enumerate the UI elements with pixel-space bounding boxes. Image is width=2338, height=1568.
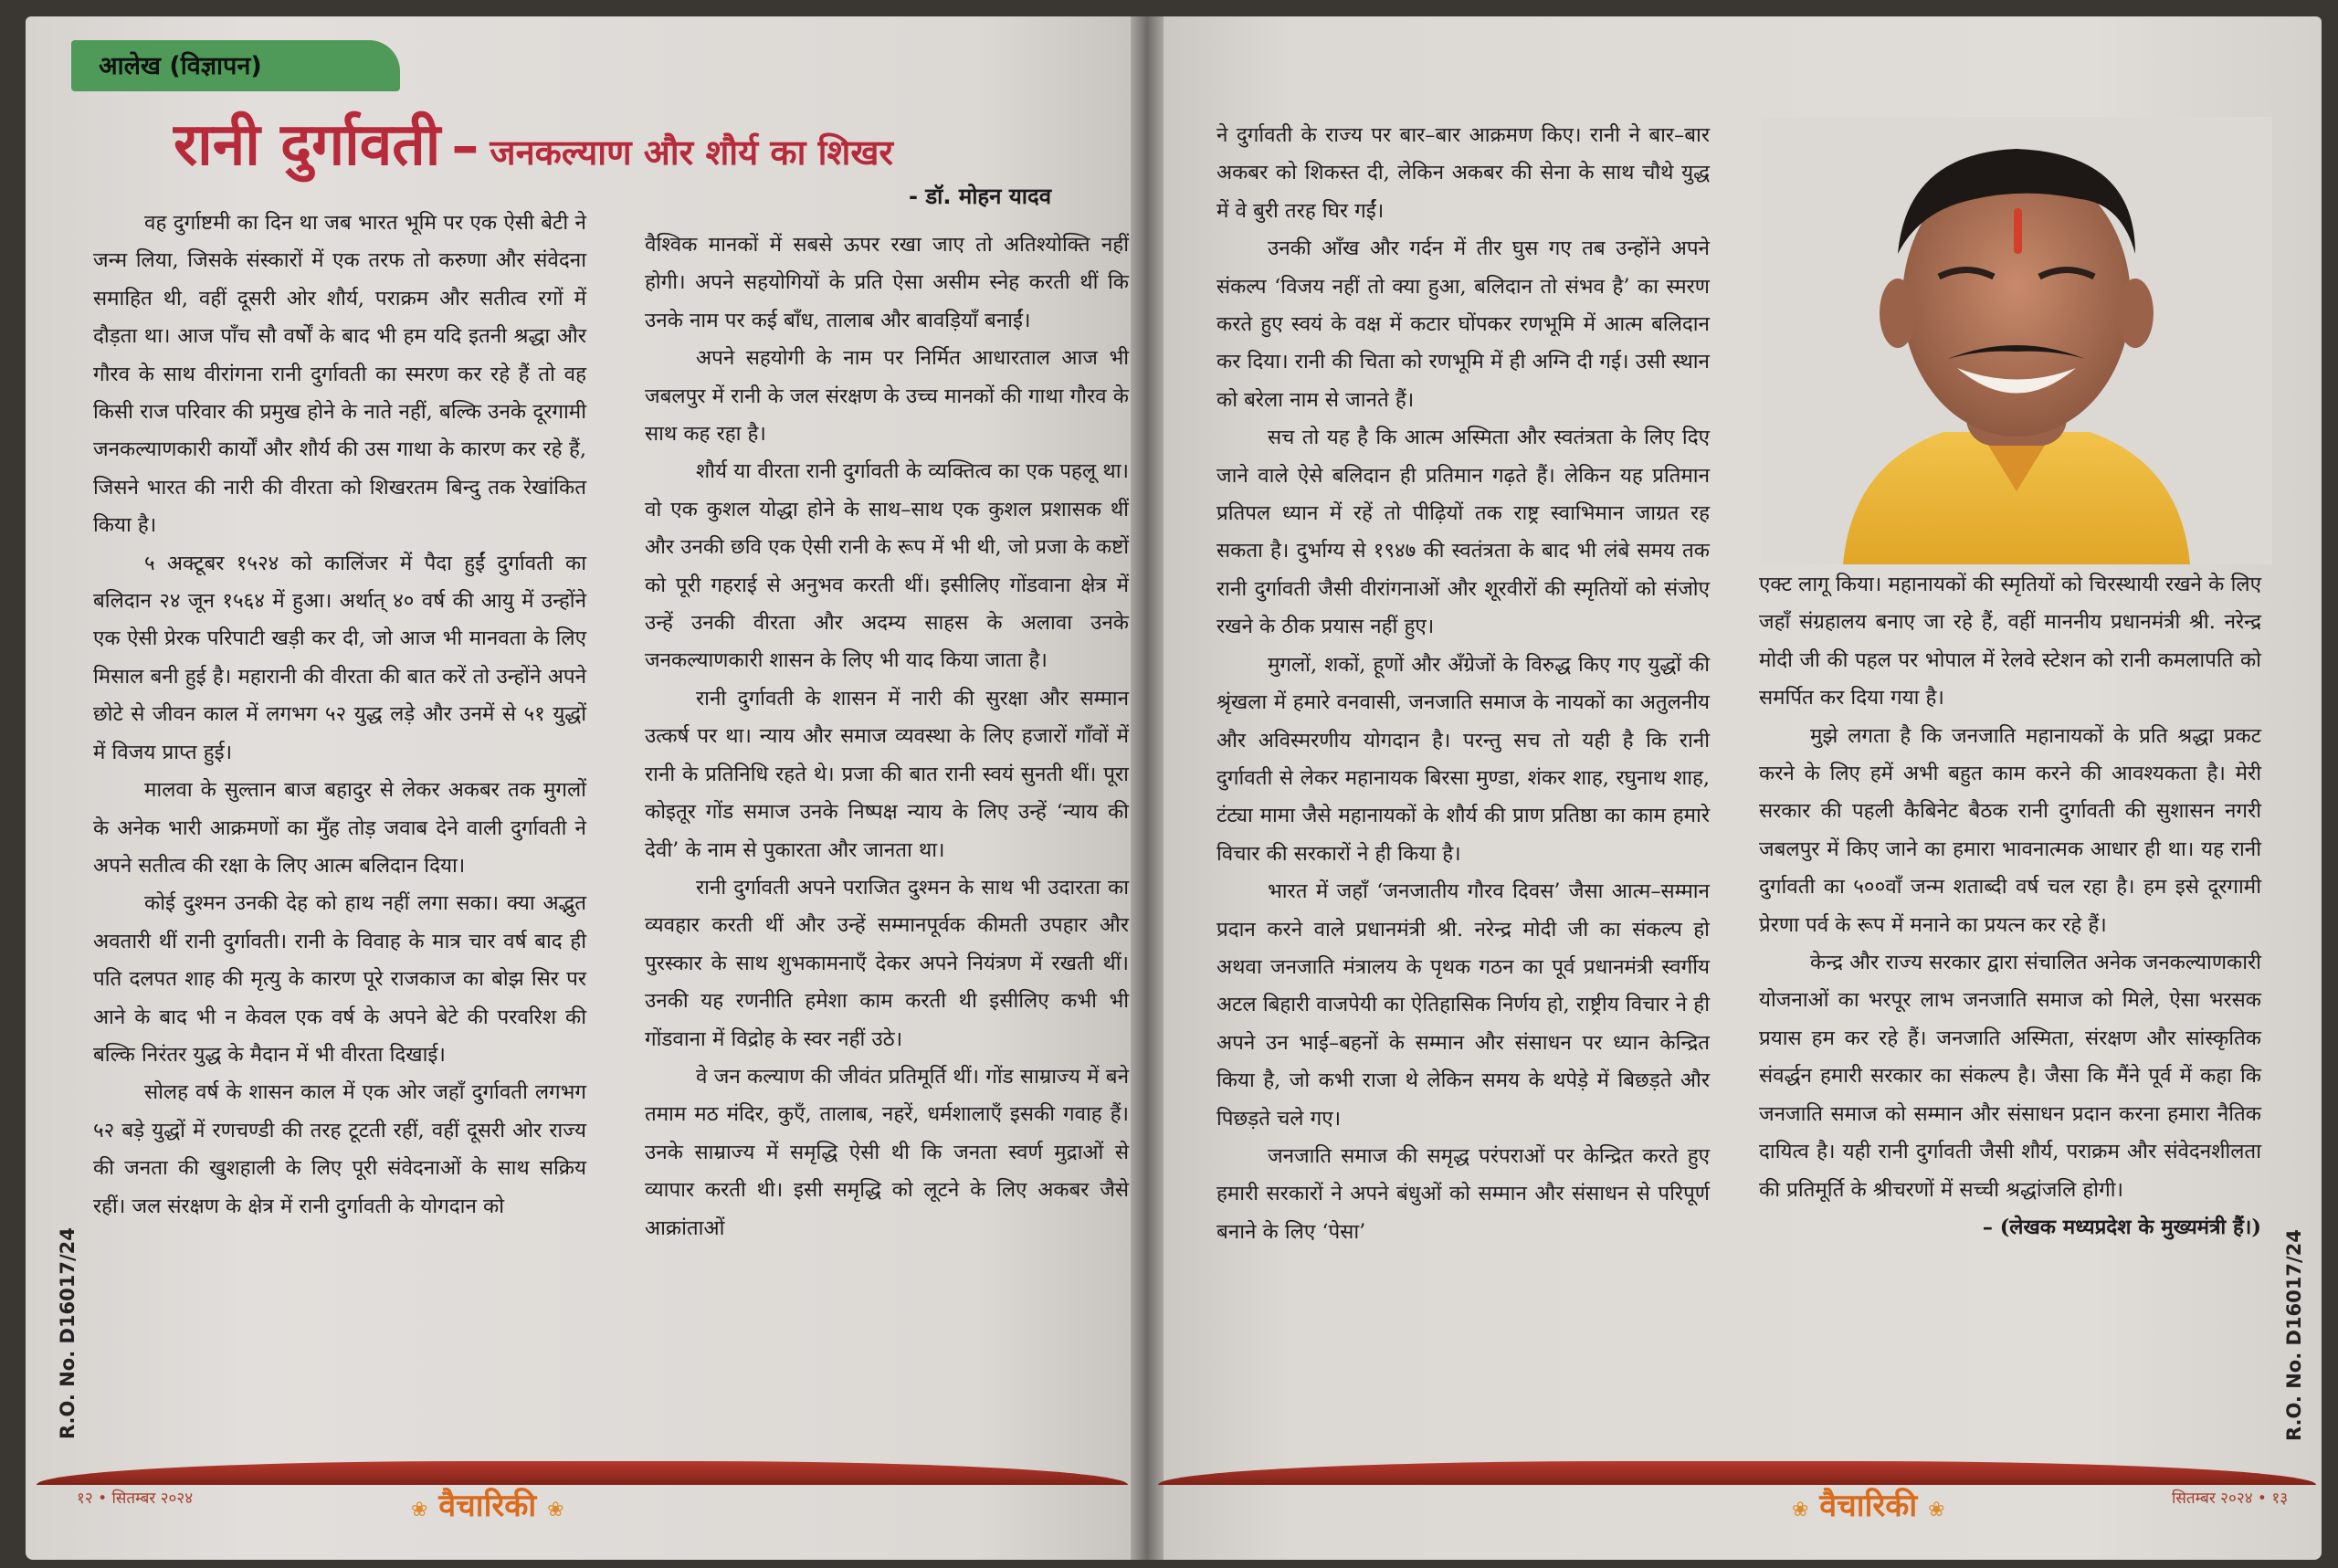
paragraph: शौर्य या वीरता रानी दुर्गावती के व्यक्तित्व का एक पहलू था। वो एक कुशल योद्धा होने के साथ–साथ एक कुशल प्रशासक थीं और उनकी छवि एक ऐसी रानी के रूप में भी थी, जो प्रजा के कष्टों को पूरी गहराई से अनुभव करती थीं। इसीलिए गोंडवाना क्षेत्र में उन्हें उनकी वीरता और अदम्य साहस के अलावा उनके जनकल्याणकारी शासन के लिए भी याद किया जाता है।	[645, 459, 1129, 673]
magazine-spine	[1131, 16, 1164, 1560]
magazine-logo-right	[1792, 1483, 1945, 1525]
flower-icon: ❀	[411, 1499, 428, 1521]
paragraph: केन्द्र और राज्य सरकार द्वारा संचालित अनेक जनकल्याणकारी योजनाओं का भरपूर लाभ जनजाति समाज को मिले, ऐसा भरसक प्रयास हम कर रहे हैं। जनजाति अस्मिता, संरक्षण और सांस्कृतिक संवर्द्धन हमारी सरकार का संकल्प है। जैसा कि मैंने पूर्व में कहा कि जनजाति समाज को सम्मान और संसाधन प्रदान करना हमारा नैतिक दायित्व है। यही रानी दुर्गावती जैसी शौर्य, पराक्रम और संवेदनशीलता की प्रतिमूर्ति के श्रीचरणों में सच्ची श्रद्धांजलि होगी।	[1759, 951, 2261, 1202]
ro-number-right: R.O. No. D16017/24	[2283, 1229, 2305, 1441]
paragraph: वैश्विक मानकों में सबसे ऊपर रखा जाए तो अतिश्योक्ति नहीं होगी। अपने सहयोगियों के प्रति ऐसा असीम स्नेह करती थीं कि उनके नाम पर कई बाँध, तालाब और बावड़ियाँ बनाईं।	[645, 233, 1129, 332]
article-column-1	[93, 205, 586, 1226]
flower-icon: ❀	[1928, 1499, 1945, 1521]
article-column-2	[645, 226, 1129, 1247]
paragraph: मुगलों, शकों, हूणों और अँग्रेजों के विरुद्ध किए गए युद्धों की श्रृंखला में हमारे वनवासी, जनजाति समाज के नायकों का अतुलनीय और अविस्मरणीय योगदान है। परन्तु सच तो यही है कि रानी दुर्गावती से लेकर महानायक बिरसा मुण्डा, शंकर शाह, रघुनाथ शाह, टंट्या मामा जैसे महानायकों के शौर्य की प्राण प्रतिष्ठा का काम हमारे विचार की सरकारों ने ही किया है।	[1216, 652, 1710, 866]
headline-dash: –	[451, 114, 479, 178]
page-number-left: १२ • सितम्बर २०२४	[77, 1489, 194, 1508]
paragraph: अपने सहयोगी के नाम पर निर्मित आधारताल आज भी जबलपुर में रानी के जल संरक्षण के उच्च मानकों की गाथा गौरव के साथ कह रहा है।	[645, 346, 1129, 447]
paragraph: रानी दुर्गावती के शासन में नारी की सुरक्षा और सम्मान उत्कर्ष पर था। न्याय और समाज व्यवस्था के लिए हजारों गाँवों में रानी के प्रतिनिधि रहते थे। प्रजा की बात रानी स्वयं सुनती थीं। पूरा कोइतूर गोंड समाज उनके निष्पक्ष न्याय के लिए उन्हें ‘न्याय की देवी’ के नाम से पुकारता और जानता था।	[645, 686, 1129, 862]
headline	[174, 102, 1132, 182]
headline-main: रानी दुर्गावती	[174, 111, 441, 179]
author-note: – (लेखक मध्यप्रदेश के मुख्यमंत्री हैं।)	[1982, 1215, 2261, 1239]
section-label: आलेख (विज्ञापन)	[71, 40, 400, 91]
paragraph: सोलह वर्ष के शासन काल में एक ओर जहाँ दुर्गावती लगभग ५२ बड़े युद्धों में रणचण्डी की तरह टूटती रहीं, वहीं दूसरी ओर राज्य की जनता की खुशहाली के लिए पूरी संवेदनाओं के साथ सक्रिय रहीं। जल संरक्षण के क्षेत्र में रानी दुर्गावती के योगदान को	[93, 1080, 586, 1218]
paragraph: वे जन कल्याण की जीवंत प्रतिमूर्ति थीं। गोंड साम्राज्य में बने तमाम मठ मंदिर, कुएँ, तालाब, नहरें, धर्मशालाएँ इसकी गवाह हैं। उनके साम्राज्य में समृद्धि ऐसी थी कि जनता स्वर्ण मुद्राओं से व्यापार करती थी। इसी समृद्धि को लूटने के लिए अकबर जैसे आक्रांताओं	[645, 1064, 1129, 1240]
portrait-photo-icon	[1761, 117, 2272, 564]
paragraph: ने दुर्गावती के राज्य पर बार–बार आक्रमण किए। रानी ने बार–बार अकबर को शिकस्त दी, लेकिन अकबर की सेना के साथ चौथे युद्ध में वे बुरी तरह घिर गईं।	[1216, 123, 1710, 223]
author-byline: - डॉ. मोहन यादव	[909, 184, 1052, 209]
paragraph: कोई दुश्मन उनकी देह को हाथ नहीं लगा सका। क्या अद्भुत अवतारी थीं रानी दुर्गावती। रानी के विवाह के मात्र चार वर्ष बाद ही पति दलपत शाह की मृत्यु के कारण पूरे राजकाज का बोझ सिर पर आने के बाद भी न केवल एक वर्ष के अपने बेटे की परवरिश की बल्कि निरंतर युद्ध के मैदान में भी वीरता दिखाई।	[93, 891, 586, 1067]
article-column-3	[1216, 117, 1710, 1251]
headline-subtitle: जनकल्याण और शौर्य का शिखर	[490, 132, 893, 173]
paragraph: मालवा के सुल्तान बाज बहादुर से लेकर अकबर तक मुगलों के अनेक भारी आक्रमणों का मुँह तोड़ जवाब देने वाली दुर्गावती ने अपने सतीत्व की रक्षा के लिए आत्म बलिदान दिया।	[93, 778, 586, 878]
author-portrait	[1761, 117, 2272, 564]
magazine-logo-text: वैचारिकी	[1819, 1488, 1918, 1524]
paragraph: भारत में जहाँ ‘जनजातीय गौरव दिवस’ जैसा आत्म–सम्मान प्रदान करने वाले प्रधानमंत्री श्री. नरेन्द्र मोदी जी का संकल्प हो अथवा जनजाति मंत्रालय के पृथक गठन का पूर्व प्रधानमंत्री स्वर्गीय अटल बिहारी वाजपेयी का ऐतिहासिक निर्णय हो, राष्ट्रीय विचार ने ही अपने उन भाई–बहनों के सम्मान और संसाधन पर ध्यान केन्द्रित किया है, जो कभी राजा थे लेकिन समय के थपेड़े में बिछड़ते और पिछड़ते चले गए।	[1216, 879, 1710, 1131]
magazine-logo-text: वैचारिकी	[438, 1488, 537, 1524]
paragraph: ५ अक्टूबर १५२४ को कालिंजर में पैदा हुईं दुर्गावती का बलिदान २४ जून १५६४ में हुआ। अर्थात् ४० वर्ष की आयु में उन्होंने एक ऐसी प्रेरक परिपाटी खड़ी कर दी, जो आज भी मानवता के लिए मिसाल बनी हुई है। महारानी की वीरता की बात करें तो उन्होंने अपने छोटे से जीवन काल में लगभग ५२ युद्ध लड़े और उनमें से ५१ युद्धों में विजय प्राप्त हुई।	[93, 551, 586, 764]
paragraph: वह दुर्गाष्टमी का दिन था जब भारत भूमि पर एक ऐसी बेटी ने जन्म लिया, जिसके संस्कारों में एक तरफ तो करुणा और संवेदना समाहित थी, वहीं दूसरी ओर शौर्य, पराक्रम और सतीत्व रगों में दौड़ता था। आज पाँच सौ वर्षों के बाद भी हम यदि इतनी श्रद्धा और गौरव के साथ वीरांगना रानी दुर्गावती का स्मरण कर रहे हैं तो वह किसी राज परिवार की प्रमुख होने के नाते नहीं, बल्कि उनके दूरगामी जनकल्याणकारी कार्यों और शौर्य की उस गाथा के कारण कर रहे हैं, जिसने भारत की नारी की वीरता को शिखरतम बिन्दु तक रेखांकित किया है।	[93, 211, 586, 538]
paragraph: सच तो यह है कि आत्म अस्मिता और स्वतंत्रता के लिए दिए जाने वाले ऐसे बलिदान ही प्रतिमान गढ़ते हैं। लेकिन यह प्रतिमान प्रतिपल ध्यान में रहें तो पीढ़ियों तक राष्ट्र स्वाभिमान जाग्रत रह सकता है। दुर्भाग्य से १९४७ की स्वतंत्रता के बाद भी लंबे समय तक रानी दुर्गावती जैसी वीरांगनाओं और शूरवीरों की स्मृतियों को संजोए रखने के ठीक प्रयास नहीं हुए।	[1216, 426, 1710, 639]
flower-icon: ❀	[1792, 1499, 1809, 1521]
magazine-logo-left	[411, 1483, 564, 1525]
paragraph: जनजाति समाज की समृद्ध परंपराओं पर केन्द्रित करते हुए हमारी सरकारों ने अपने बंधुओं को सम्मान और संसाधन से परिपूर्ण बनाने के लिए ‘पेसा’	[1216, 1143, 1710, 1244]
paragraph: रानी दुर्गावती अपने पराजित दुश्मन के साथ भी उदारता का व्यवहार करती थीं और उन्हें सम्मानपूर्वक कीमती उपहार और पुरस्कार के साथ शुभकामनाएँ देकर अपने नियंत्रण में रखती थीं। उनकी यह रणनीति हमेशा काम करती थी इसीलिए कभी भी गोंडवाना में विद्रोह के स्वर नहीं उठे।	[645, 875, 1129, 1051]
paragraph: एक्ट लागू किया। महानायकों की स्मृतियों को चिरस्थायी रखने के लिए जहाँ संग्रहालय बनाए जा रहे हैं, वहीं माननीय प्रधानमंत्री श्री. नरेन्द्र मोदी जी की पहल पर भोपाल में रेलवे स्टेशन को रानी कमलापति को समर्पित कर दिया गया है।	[1759, 573, 2261, 710]
paragraph: उनकी आँख और गर्दन में तीर घुस गए तब उन्होंने अपने संकल्प ‘विजय नहीं तो क्या हुआ, बलिदान तो संभव है’ का स्मरण करते हुए स्वयं के वक्ष में कटार घोंपकर रणभूमि में आत्म बलिदान कर दिया। रानी की चिता को रणभूमि में ही अग्नि दी गई। उसी स्थान को बरेला नाम से जानते हैं।	[1216, 237, 1710, 412]
flower-icon: ❀	[547, 1499, 564, 1521]
page-number-right: सितम्बर २०२४ • १३	[2172, 1489, 2289, 1508]
paragraph: मुझे लगता है कि जनजाति महानायकों के प्रति श्रद्धा प्रकट करने के लिए हमें अभी बहुत काम करने की आवश्यकता है। मेरी सरकार की पहली कैबिनेट बैठक रानी दुर्गावती की सुशासन नगरी जबलपुर में किए जाने का हमारा भावनात्मक आधार ही था। यह रानी दुर्गावती का ५००वाँ जन्म शताब्दी वर्ष चल रहा है। हम इसे दूरगामी प्रेरणा पर्व के रूप में मनाने का प्रयत्न कर रहे हैं।	[1759, 723, 2261, 937]
ro-number-left: R.O. No. D16017/24	[57, 1227, 79, 1439]
article-column-4	[1759, 566, 2261, 1247]
